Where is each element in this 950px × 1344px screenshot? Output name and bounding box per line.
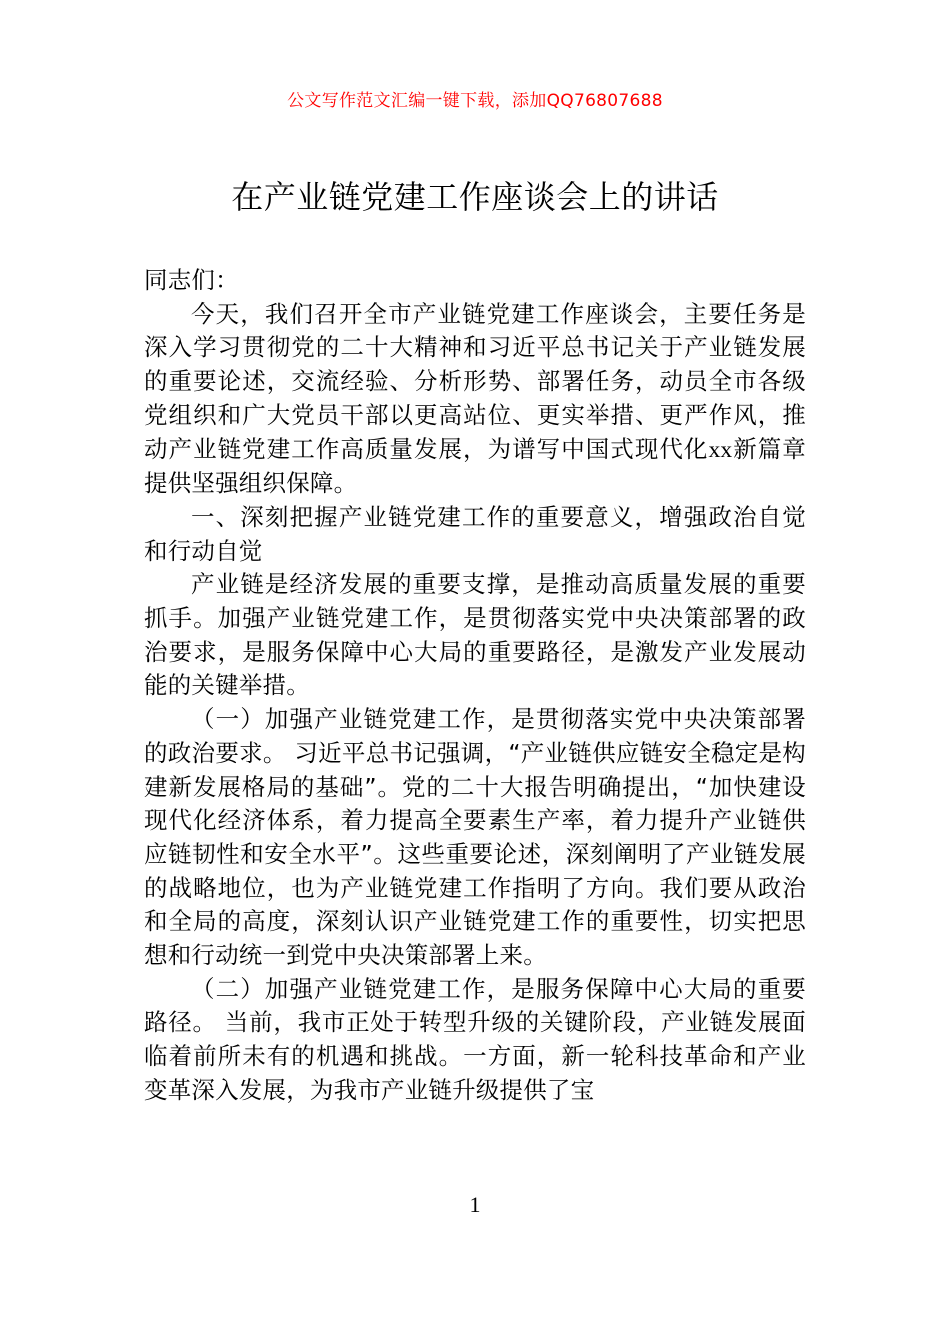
document-body [144,264,806,1108]
subsection-2-paragraph: （二）加强产业链党建工作，是服务保障中心大局的重要路径。 当前，我市正处于转型升级的关键阶段，产业链发展面临着前所未有的机遇和挑战。一方面，新一轮科技革命和产业变革深入发展，为我市产业链升级提供了宝 [144,974,806,1104]
intro-text-a: 今天，我们召开全市产业链党建工作座谈会，主要任务是深入学习贯彻党的二十大精神和习近平总书记关于产业链发展的重要论述，交流经验、分析形势、部署任务，动员全市各级党组织和广大党员干部以更高站位、更实举措、更严作风，推动产业链党建工作高质量发展，为谱写中国式现代化 [144,299,806,463]
intro-text-b: 新篇章提供坚强组织保障。 [144,434,806,498]
section-1-paragraph: 产业链是经济发展的重要支撑，是推动高质量发展的重要抓手。加强产业链党建工作，是贯彻落实党中央决策部署的政治要求，是服务保障中心大局的重要路径，是激发产业发展动能的关键举措。 [144,570,806,700]
intro-placeholder-xx: xx [708,436,733,463]
subsection-1-paragraph: （一）加强产业链党建工作，是贯彻落实党中央决策部署的政治要求。 习近平总书记强调，“产业链供应链安全稳定是构建新发展格局的基础”。党的二十大报告明确提出，“加快建设现代化经济体系，着力提高全要素生产率，着力提升产业链供应链韧性和安全水平”。这些重要论述，深刻阐明了产业链发展的战略地位，也为产业链党建工作指明了方向。我们要从政治和全局的高度，深刻认识产业链党建工作的重要性，切实把思想和行动统一到党中央决策部署上来。 [144,705,806,970]
intro-paragraph [144,298,806,501]
document-title: 在产业链党建工作座谈会上的讲话 [231,178,719,216]
download-notice: 公文写作范文汇编一键下载，添加QQ76807688 [287,91,663,111]
section-heading-1: 一、深刻把握产业链党建工作的重要意义，增强政治自觉和行动自觉 [144,502,806,565]
page-number: 1 [469,1192,481,1217]
greeting: 同志们： [144,266,239,294]
